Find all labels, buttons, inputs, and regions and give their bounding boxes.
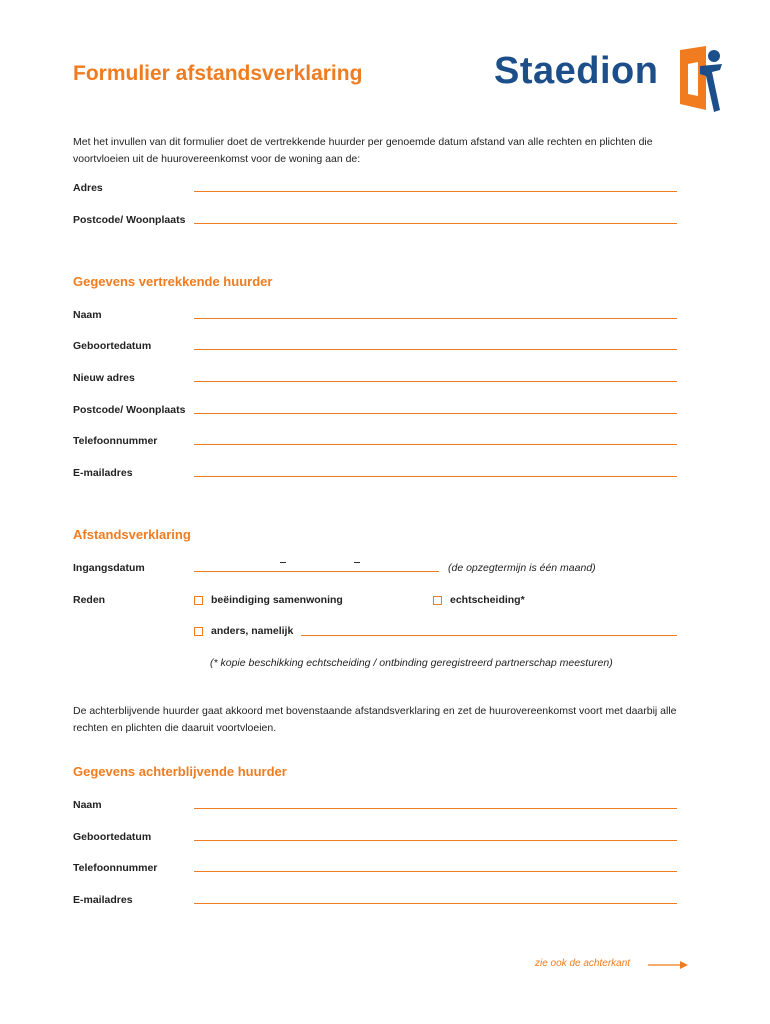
reden-label: Reden <box>73 594 106 606</box>
adres-label: Adres <box>73 182 103 194</box>
email-field[interactable] <box>194 476 677 477</box>
checkbox-label: beëindiging samenwoning <box>211 594 343 606</box>
nieuw-adres-field[interactable] <box>194 381 677 382</box>
checkbox-samenwoning[interactable] <box>194 594 343 606</box>
telefoon-label: Telefoonnummer <box>73 862 158 874</box>
telefoon-field[interactable] <box>194 444 677 445</box>
intro-text: Met het invullen van dit formulier doet de vertrekkende huurder per genoemde datum afstand van alle rechten en plichten die voortvloeien uit de huurovereenkomst voor de woning aan de: <box>73 136 653 165</box>
geboortedatum-label: Geboortedatum <box>73 340 152 352</box>
checkbox-icon[interactable] <box>194 627 203 636</box>
naam-label: Naam <box>73 309 102 321</box>
adres-field[interactable] <box>194 191 677 192</box>
nieuw-adres-label: Nieuw adres <box>73 372 135 384</box>
geboortedatum-field[interactable] <box>194 349 677 350</box>
email-label: E-mailadres <box>73 467 133 479</box>
naam-label: Naam <box>73 799 102 811</box>
telefoon-field[interactable] <box>194 871 677 872</box>
postcode-label: Postcode/ Woonplaats <box>73 214 186 226</box>
staedion-logo <box>494 44 730 116</box>
footnote-text: (* kopie beschikking echtscheiding / ontbinding geregistreerd partnerschap meesturen) <box>210 657 613 669</box>
telefoon-label: Telefoonnummer <box>73 435 158 447</box>
akkoord-text: De achterblijvende huurder gaat akkoord met bovenstaande afstandsverklaring en zet de huurovereenkomst voort met daarbij alle rechten en plichten die daaruit voortvloeien. <box>73 705 677 734</box>
section-heading-achterblijvend: Gegevens achterblijvende huurder <box>73 764 287 779</box>
postcode-woonplaats-field[interactable] <box>194 413 677 414</box>
door-figure-logo-icon <box>676 44 730 116</box>
naam-field[interactable] <box>194 318 677 319</box>
checkbox-icon[interactable] <box>194 596 203 605</box>
section-heading-afstand: Afstandsverklaring <box>73 527 191 542</box>
section-heading-vertrekkend: Gegevens vertrekkende huurder <box>73 274 273 289</box>
date-separator <box>280 562 286 563</box>
checkbox-echtscheiding[interactable] <box>433 594 525 606</box>
opzegtermijn-note: (de opzegtermijn is één maand) <box>448 562 596 574</box>
ingangsdatum-label: Ingangsdatum <box>73 562 145 574</box>
date-separator <box>354 562 360 563</box>
postcode-woonplaats-label: Postcode/ Woonplaats <box>73 404 186 416</box>
checkbox-anders[interactable] <box>194 625 293 637</box>
geboortedatum-field[interactable] <box>194 840 677 841</box>
arrow-right-icon <box>648 958 688 972</box>
naam-field[interactable] <box>194 808 677 809</box>
ingangsdatum-field[interactable] <box>194 571 439 572</box>
checkbox-icon[interactable] <box>433 596 442 605</box>
logo-wordmark: Staedion <box>494 50 659 92</box>
checkbox-label: echtscheiding* <box>450 594 525 606</box>
geboortedatum-label: Geboortedatum <box>73 831 152 843</box>
checkbox-label: anders, namelijk <box>211 625 294 637</box>
zie-ook-achterkant: zie ook de achterkant <box>535 958 631 969</box>
postcode-field[interactable] <box>194 223 677 224</box>
page-title: Formulier afstandsverklaring <box>73 62 363 85</box>
email-field[interactable] <box>194 903 677 904</box>
email-label: E-mailadres <box>73 894 133 906</box>
anders-field[interactable] <box>301 635 677 636</box>
